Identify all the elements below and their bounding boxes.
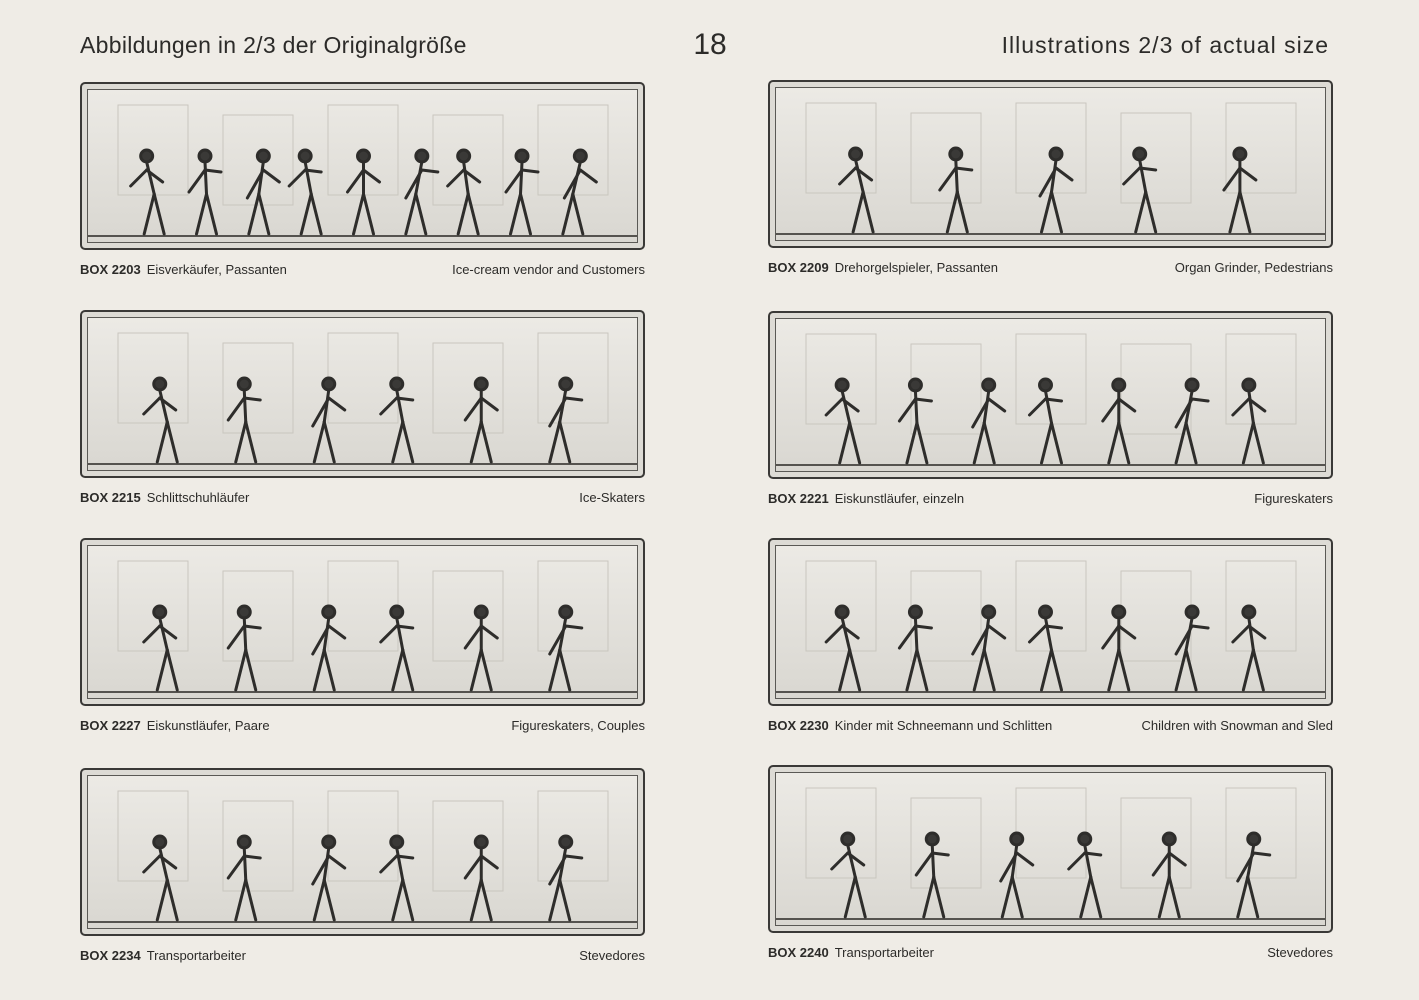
box-number: BOX 2234: [80, 948, 141, 963]
background-sketch: [1121, 113, 1191, 203]
background-sketch: [118, 791, 188, 881]
figure-silhouette: [228, 378, 260, 462]
figure-silhouette: [228, 836, 260, 920]
figure-silhouette: [1001, 833, 1033, 917]
german-description: Eisverkäufer, Passanten: [146, 262, 287, 277]
illustration-frame: [768, 311, 1333, 479]
english-description: Organ Grinder, Pedestrians: [1174, 260, 1333, 275]
illustration-frame: [768, 765, 1333, 933]
box-number: BOX 2209: [768, 260, 829, 275]
figure-silhouette: [506, 150, 538, 234]
figure-silhouette: [840, 148, 874, 232]
box-number: BOX 2203: [80, 262, 141, 277]
background-sketch: [223, 343, 293, 433]
panel-caption: [80, 490, 645, 505]
english-description: Stevedores: [1267, 945, 1333, 960]
figure-silhouette: [1103, 606, 1135, 690]
german-description: Kinder mit Schneemann und Schlitten: [834, 718, 1053, 733]
illustration-scene: [87, 317, 638, 471]
illustration-scene: [87, 545, 638, 699]
figure-silhouette: [144, 378, 178, 462]
figure-silhouette: [1176, 606, 1208, 690]
figure-silhouette: [1233, 379, 1265, 463]
figure-silhouette: [832, 833, 866, 917]
background-sketch: [118, 105, 188, 195]
illustration-scene: [87, 89, 638, 243]
german-description: Transportarbeiter: [146, 948, 246, 963]
figure-silhouette: [916, 833, 948, 917]
box-number: BOX 2227: [80, 718, 141, 733]
figure-silhouette: [144, 606, 178, 690]
box-number: BOX 2230: [768, 718, 829, 733]
background-sketch: [1016, 561, 1086, 651]
german-description: Drehorgelspieler, Passanten: [834, 260, 999, 275]
header-right-title: Illustrations 2/3 of actual size: [1001, 32, 1329, 58]
figure-silhouette: [899, 606, 931, 690]
german-description: Schlittschuhläufer: [146, 490, 250, 505]
english-description: Figureskaters, Couples: [511, 718, 645, 733]
background-sketch: [538, 791, 608, 881]
panel-caption: [80, 948, 645, 963]
figure-silhouette: [189, 150, 221, 234]
illustration-scene: [775, 545, 1326, 699]
background-sketch: [433, 801, 503, 891]
panel-caption: [768, 718, 1333, 733]
illustration-frame: [80, 538, 645, 706]
figure-silhouette: [563, 150, 597, 234]
illustration-frame: [768, 538, 1333, 706]
german-description: Eiskunstläufer, Paare: [146, 718, 270, 733]
background-sketch: [223, 571, 293, 661]
figure-silhouette: [313, 606, 345, 690]
figure-silhouette: [973, 379, 1005, 463]
illustration-frame: [80, 82, 645, 250]
header-left-title: Abbildungen in 2/3 der Originalgröße: [80, 32, 467, 58]
figure-silhouette: [313, 378, 345, 462]
background-sketch: [806, 788, 876, 878]
illustration-frame: [80, 310, 645, 478]
background-sketch: [1226, 788, 1296, 878]
panel-caption: [768, 260, 1333, 275]
english-description: Ice-cream vendor and Customers: [452, 262, 645, 277]
figure-silhouette: [313, 836, 345, 920]
figure-silhouette: [1238, 833, 1270, 917]
figure-silhouette: [550, 606, 582, 690]
figure-silhouette: [826, 379, 860, 463]
english-description: Children with Snowman and Sled: [1141, 718, 1333, 733]
background-sketch: [118, 561, 188, 651]
background-sketch: [1016, 334, 1086, 424]
figure-silhouette: [465, 836, 497, 920]
background-sketch: [911, 798, 981, 888]
figure-silhouette: [348, 150, 380, 234]
background-sketch: [223, 801, 293, 891]
figure-silhouette: [1124, 148, 1156, 232]
figure-silhouette: [1030, 379, 1062, 463]
figure-silhouette: [247, 150, 279, 234]
figure-silhouette: [899, 379, 931, 463]
figure-silhouette: [1233, 606, 1265, 690]
figure-silhouette: [381, 378, 413, 462]
german-description: Eiskunstläufer, einzeln: [834, 491, 965, 506]
panel-caption: [80, 718, 645, 733]
scene-drawing: [776, 319, 1326, 472]
scene-drawing: [88, 776, 638, 929]
page-number: 18: [693, 28, 727, 61]
scene-drawing: [776, 88, 1326, 241]
english-description: Stevedores: [579, 948, 645, 963]
scene-drawing: [88, 546, 638, 699]
figure-silhouette: [448, 150, 480, 234]
box-number: BOX 2240: [768, 945, 829, 960]
figure-silhouette: [973, 606, 1005, 690]
illustration-scene: [775, 87, 1326, 241]
scene-drawing: [88, 90, 638, 243]
background-sketch: [433, 571, 503, 661]
figure-silhouette: [550, 378, 582, 462]
english-description: Ice-Skaters: [579, 490, 645, 505]
figure-silhouette: [826, 606, 860, 690]
panel-caption: [80, 262, 645, 277]
figure-silhouette: [1103, 379, 1135, 463]
box-number: BOX 2221: [768, 491, 829, 506]
figure-silhouette: [550, 836, 582, 920]
figure-silhouette: [381, 606, 413, 690]
english-description: Figureskaters: [1254, 491, 1333, 506]
background-sketch: [1016, 788, 1086, 878]
figure-silhouette: [465, 606, 497, 690]
illustration-scene: [775, 318, 1326, 472]
panel-caption: [768, 491, 1333, 506]
illustration-scene: [775, 772, 1326, 926]
figure-silhouette: [1040, 148, 1072, 232]
figure-silhouette: [144, 836, 178, 920]
illustration-frame: [80, 768, 645, 936]
scene-drawing: [776, 546, 1326, 699]
figure-silhouette: [1069, 833, 1101, 917]
panel-caption: [768, 945, 1333, 960]
german-description: Transportarbeiter: [834, 945, 934, 960]
background-sketch: [538, 561, 608, 651]
figure-silhouette: [228, 606, 260, 690]
scene-drawing: [88, 318, 638, 471]
figure-silhouette: [940, 148, 972, 232]
figure-silhouette: [289, 150, 321, 234]
box-number: BOX 2215: [80, 490, 141, 505]
scene-drawing: [776, 773, 1326, 926]
figure-silhouette: [381, 836, 413, 920]
illustration-frame: [768, 80, 1333, 248]
figure-silhouette: [465, 378, 497, 462]
background-sketch: [328, 791, 398, 881]
background-sketch: [806, 103, 876, 193]
background-sketch: [911, 113, 981, 203]
figure-silhouette: [131, 150, 164, 234]
illustration-scene: [87, 775, 638, 929]
background-sketch: [433, 343, 503, 433]
figure-silhouette: [1224, 148, 1256, 232]
figure-silhouette: [1153, 833, 1185, 917]
figure-silhouette: [1030, 606, 1062, 690]
background-sketch: [118, 333, 188, 423]
background-sketch: [328, 561, 398, 651]
background-sketch: [538, 333, 608, 423]
background-sketch: [328, 333, 398, 423]
background-sketch: [1121, 798, 1191, 888]
figure-silhouette: [1176, 379, 1208, 463]
